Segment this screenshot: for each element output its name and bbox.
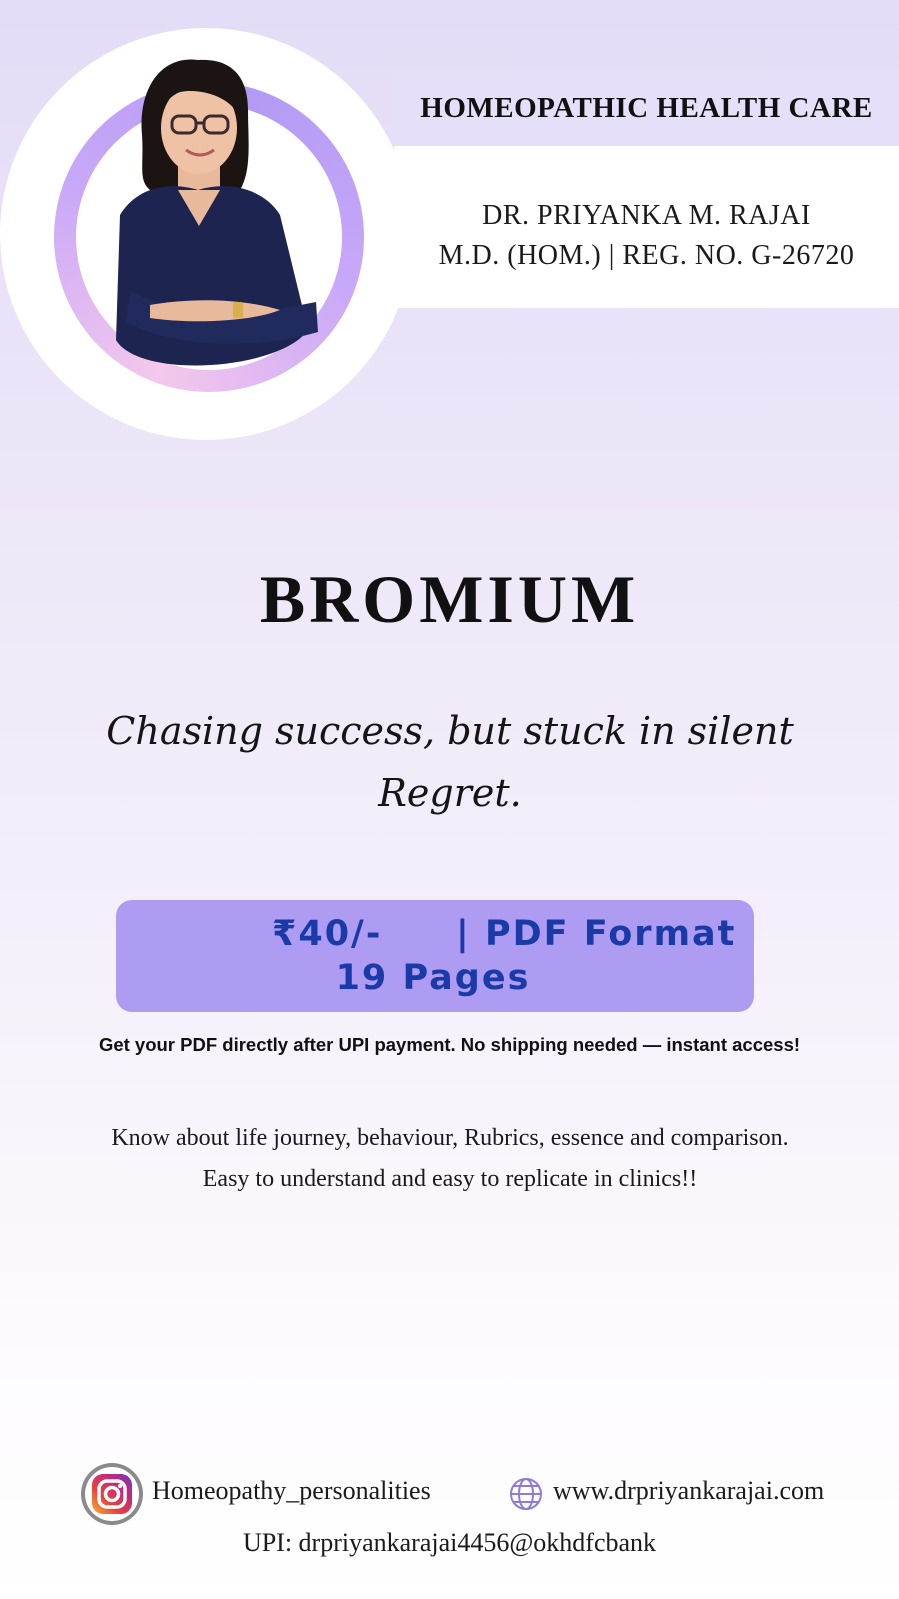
delivery-note: Get your PDF directly after UPI payment. No shipping needed — instant access! [98,1034,801,1055]
instagram-icon[interactable] [80,1462,144,1526]
website-link[interactable]: www.drpriyankarajai.com [553,1476,825,1505]
header-title: HOMEOPATHIC HEALTH CARE [420,91,873,124]
header-band [394,70,899,146]
description [110,1118,790,1200]
footer-contacts [0,1462,899,1526]
description-line-2: Easy to understand and easy to replicate in clinics!! [202,1166,698,1192]
price-amount: ₹40/- [272,914,383,954]
instagram-handle[interactable]: Homeopathy_personalities [152,1476,431,1505]
upi-id: UPI: drpriyankarajai4456@okhdfcbank [242,1528,657,1557]
doctor-credentials: M.D. (HOM.) | REG. NO. G-26720 [438,240,855,271]
doctor-portrait [80,40,340,390]
product-tagline: Chasing success, but stuck in silent Regret. [106,709,794,815]
price-pill [116,900,754,1012]
page-count: 19 Pages [335,958,531,998]
product-title: BROMIUM [259,561,640,637]
globe-icon [508,1476,544,1512]
doctor-name: DR. PRIYANKA M. RAJAI [482,200,811,231]
doctor-info-panel [394,146,899,308]
description-line-1: Know about life journey, behaviour, Rubrics, essence and comparison. [111,1125,789,1151]
price-format: | PDF Format [456,914,737,954]
